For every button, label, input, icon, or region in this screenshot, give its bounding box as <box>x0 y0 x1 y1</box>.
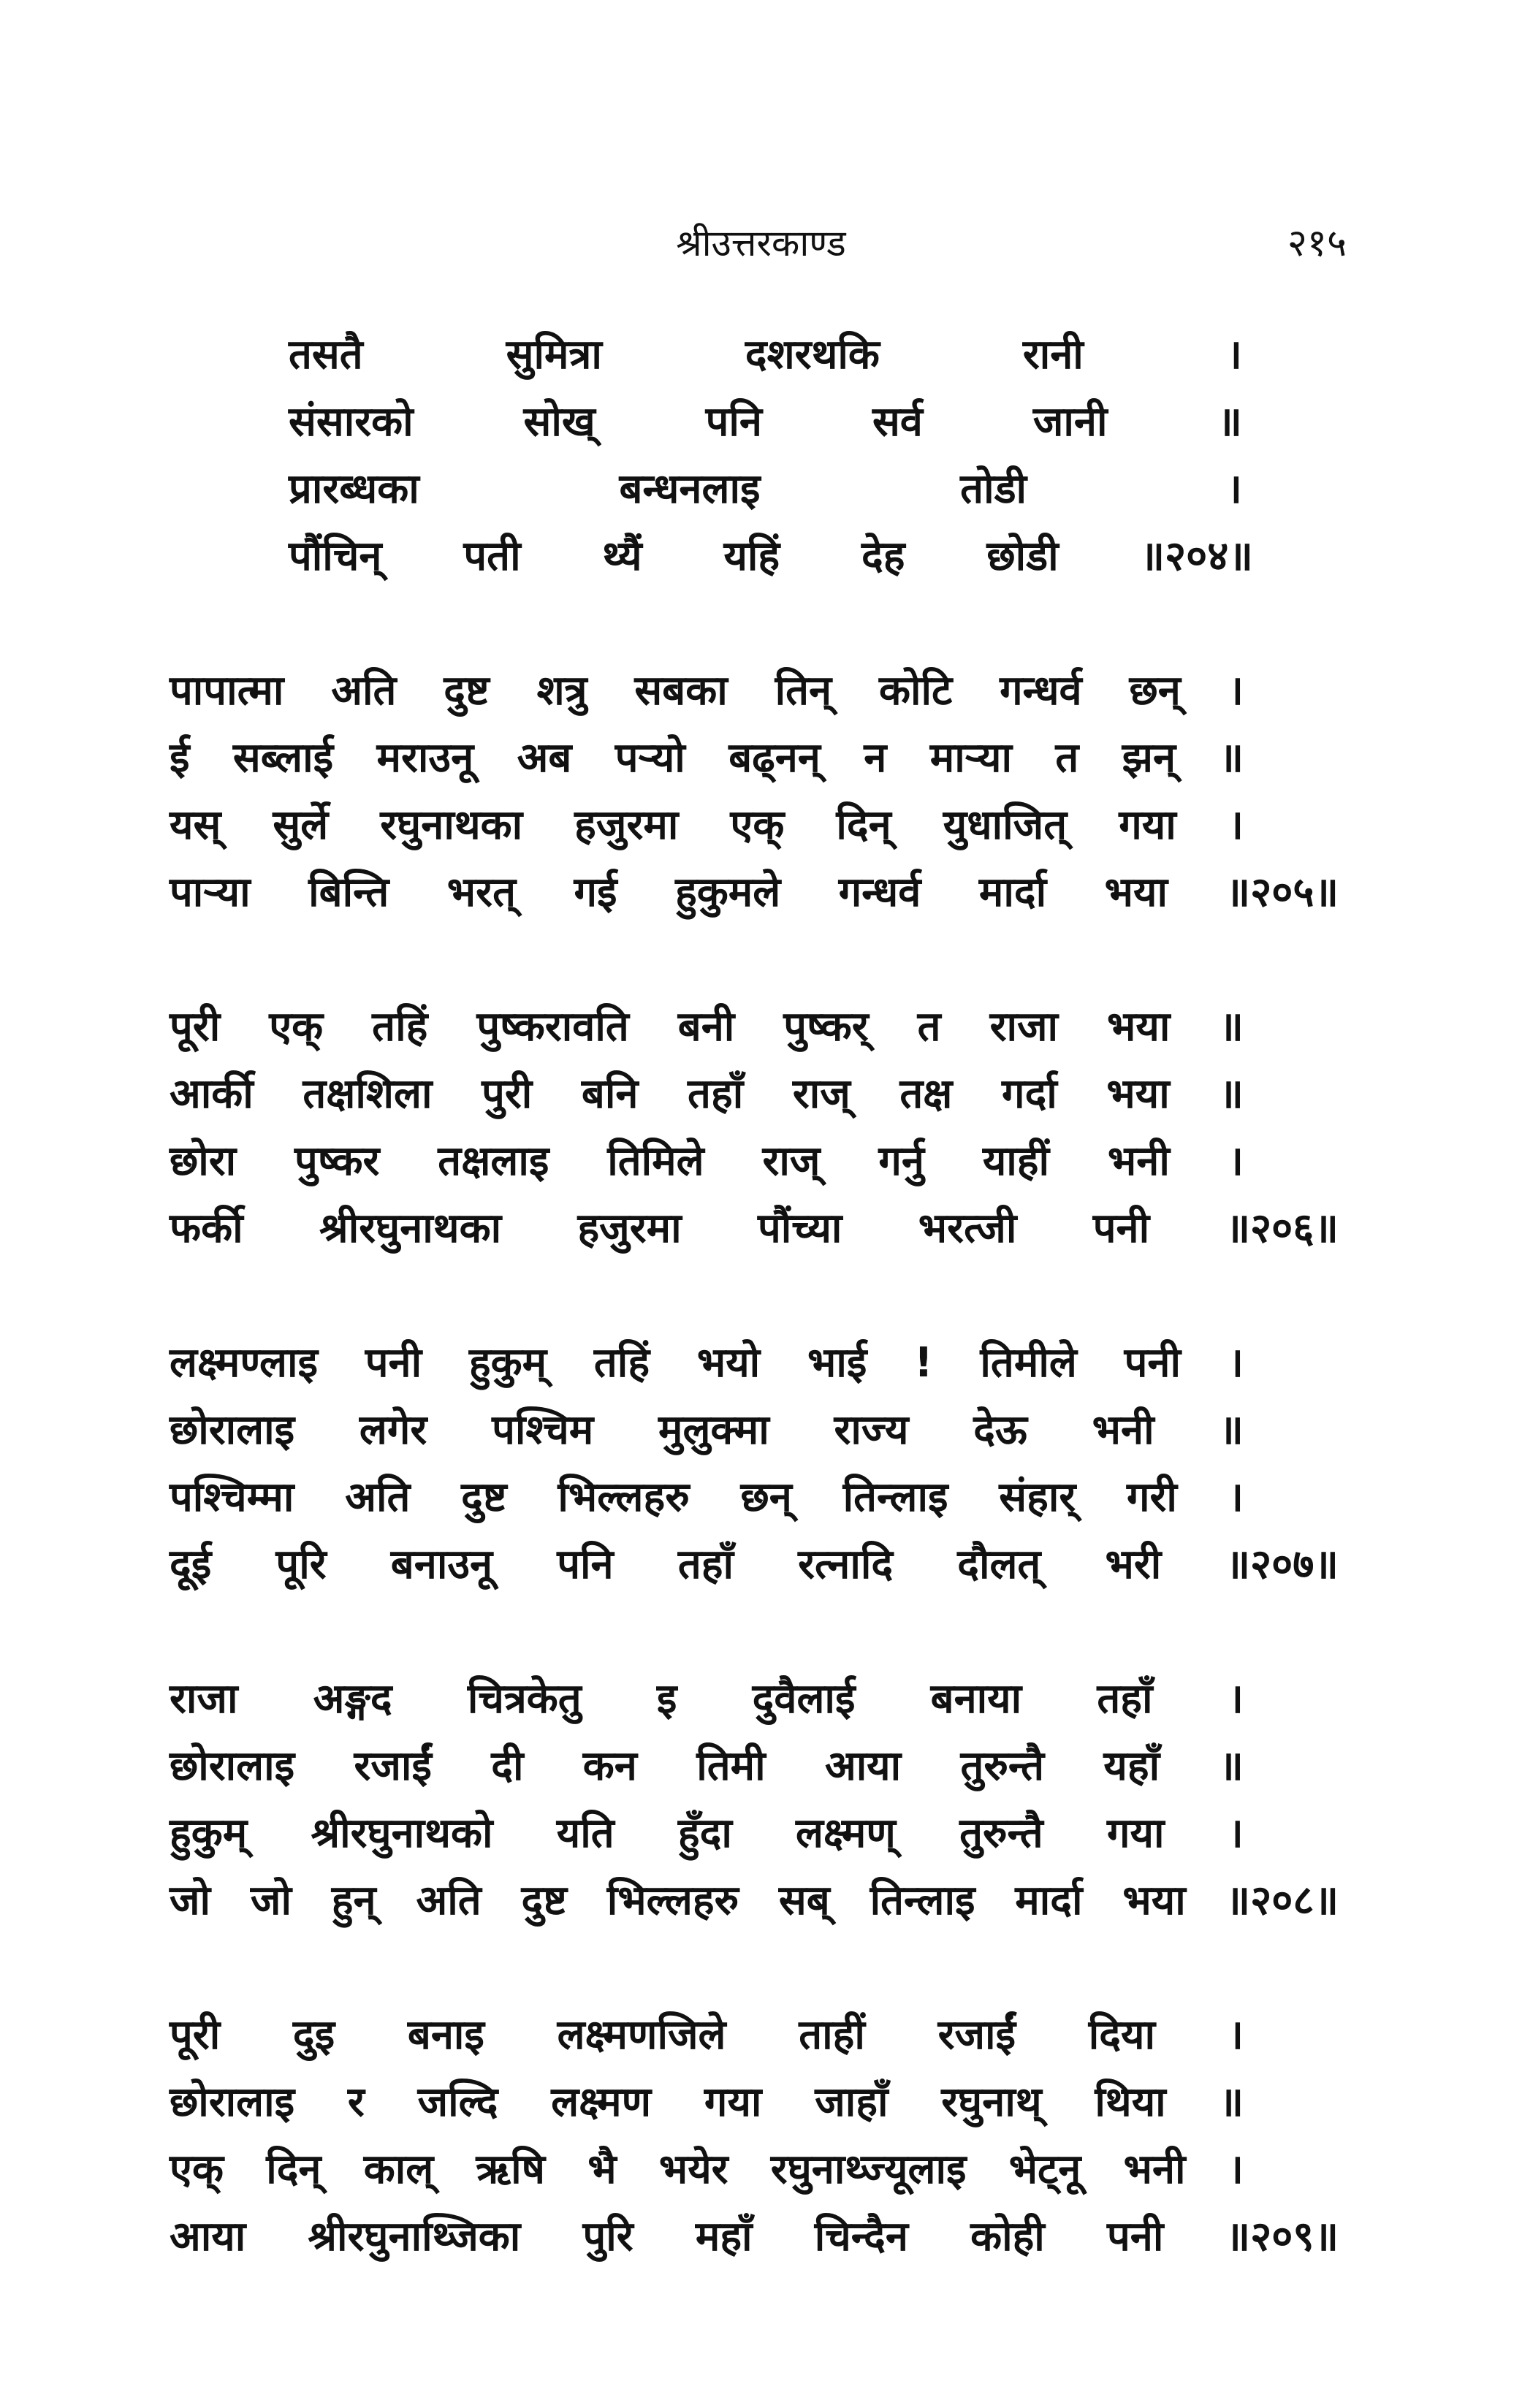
verse-word: श्रीरघुनाथ्जिका <box>308 2213 521 2260</box>
verse-line <box>170 1464 1244 1531</box>
verse-word: कोही <box>970 2213 1045 2260</box>
verse-word: भयेर <box>658 2146 728 2193</box>
verse-word: गन्धर्व <box>838 869 921 916</box>
verse-word: पूरी <box>170 1003 221 1051</box>
verse-word: अति <box>345 1474 411 1521</box>
verse-word: छन् <box>740 1474 792 1521</box>
verse-word: ताहीं <box>799 2011 865 2059</box>
verse-word: भरी <box>1105 1541 1162 1588</box>
verse-word: भेट्नू <box>1008 2146 1081 2193</box>
verse-word: बनाया <box>930 1675 1022 1723</box>
verse-word: । <box>1228 1474 1244 1521</box>
verse-word: तुरुन्तै <box>960 1742 1045 1790</box>
verse-word: दुइ <box>292 2011 335 2059</box>
verse-word: पौंचिन् <box>289 533 382 580</box>
verse-word: ॥ <box>1217 398 1242 446</box>
verse-word: गया <box>1119 801 1176 849</box>
verse-word: भया <box>1107 1003 1171 1051</box>
verse-word: तोडी <box>960 465 1027 513</box>
verse-word: जो <box>170 1877 211 1924</box>
verse-word: लक्ष्मण् <box>796 1810 896 1857</box>
verse-word: गई <box>574 869 617 916</box>
verse-word: । <box>1228 1810 1244 1857</box>
running-title: श्रीउत्तरकाण्ड <box>676 222 846 264</box>
verse-word: आर्की <box>170 1070 254 1118</box>
verse-word: दुष्ट <box>521 1877 567 1924</box>
verse-word: थ्यैं <box>602 533 642 580</box>
verse-word: । <box>1228 2146 1244 2193</box>
verse-word: मार्दा <box>978 869 1047 916</box>
verse-word: पनि <box>557 1541 614 1588</box>
verse-word: पश्चिम्मा <box>170 1474 294 1521</box>
verse-word: कन <box>582 1742 637 1790</box>
verse-word: तिमीले <box>980 1339 1077 1387</box>
verse-word: पनी <box>365 1339 422 1387</box>
verse-word: भया <box>1122 1877 1186 1924</box>
verse-word: । <box>1228 667 1244 715</box>
verse-word: बनाइ <box>407 2011 484 2059</box>
verse-word: एक् <box>730 801 785 849</box>
verse-word: शत्रु <box>536 667 587 715</box>
verse-word: माऱ्या <box>929 734 1012 782</box>
verse-word: सब् <box>778 1877 830 1924</box>
verse-word: चिन्दैन <box>814 2213 908 2260</box>
verse-word: छोरालाइ <box>170 1406 295 1454</box>
verse-word: पुष्करावति <box>476 1003 629 1051</box>
verse-word: सर्व <box>872 398 923 446</box>
verse-word: झन् <box>1122 734 1176 782</box>
verse-word: लक्ष्मणजिले <box>557 2011 726 2059</box>
verse-word: दुवैलाई <box>752 1675 856 1723</box>
verse-word: तिमिले <box>607 1138 704 1185</box>
verse-line <box>170 2002 1244 2069</box>
verse-word: अब <box>517 734 572 782</box>
verse-line <box>170 1867 1339 1935</box>
verse-body <box>0 321 1522 2338</box>
verse-word: युधाजित् <box>943 801 1068 849</box>
verse-word: ॥२०६॥ <box>1225 1205 1339 1252</box>
verse-line <box>170 1195 1339 1262</box>
verse-word: तहाँ <box>677 1541 734 1588</box>
verse-word: बनि <box>581 1070 639 1118</box>
verse-word: तिन् <box>775 667 832 715</box>
verse-word: मार्दा <box>1015 1877 1083 1924</box>
verse-word: दिया <box>1088 2011 1155 2059</box>
verse-word: राज् <box>792 1070 851 1118</box>
verse-word: बिन्ति <box>308 869 389 916</box>
verse-word: भरत्जी <box>918 1205 1017 1252</box>
verse-word: आया <box>170 2213 246 2260</box>
verse-word: एक् <box>269 1003 324 1051</box>
verse-word: यस् <box>170 801 221 849</box>
verse-word: तहाँ <box>688 1070 744 1118</box>
stanza-206 <box>0 994 1522 1262</box>
verse-word: रजाईं <box>937 2011 1016 2059</box>
verse-word: । <box>1228 2011 1244 2059</box>
verse-word: तहिं <box>593 1339 650 1387</box>
verse-line <box>170 658 1244 725</box>
verse-word: संहार् <box>999 1474 1076 1521</box>
verse-word: छोरा <box>170 1138 237 1185</box>
verse-word: पूरी <box>170 2011 221 2059</box>
verse-word: पुरि <box>582 2213 633 2260</box>
verse-word: एक् <box>170 2146 224 2193</box>
verse-word: ॥ <box>1219 1742 1244 1790</box>
verse-word: सब्लाई <box>232 734 334 782</box>
verse-word: पनी <box>1092 1205 1150 1252</box>
verse-word: पौंच्या <box>757 1205 842 1252</box>
verse-word: ॥२०९॥ <box>1225 2213 1339 2260</box>
verse-word: तुरुन्तै <box>959 1810 1043 1857</box>
verse-word: पूरि <box>275 1541 327 1588</box>
verse-word: अति <box>416 1877 482 1924</box>
verse-word: भै <box>587 2146 617 2193</box>
verse-word: ॥२०४॥ <box>1140 533 1253 580</box>
verse-word: जाहाँ <box>815 2079 889 2126</box>
verse-word: पश्चिम <box>492 1406 594 1454</box>
stanza-204 <box>0 321 1522 590</box>
page-header <box>0 212 1522 278</box>
verse-word: पाऱ्या <box>170 869 251 916</box>
verse-word: गया <box>704 2079 762 2126</box>
verse-word: ॥ <box>1219 1406 1244 1454</box>
verse-word: पऱ्यो <box>614 734 685 782</box>
verse-word: तसतै <box>289 331 363 378</box>
verse-word: बनाउनू <box>390 1541 493 1588</box>
verse-word: ई <box>170 734 190 782</box>
verse-word: गन्धर्व <box>1000 667 1082 715</box>
stanza-205 <box>0 658 1522 926</box>
verse-word: इ <box>656 1675 677 1723</box>
verse-word: भिल्लहरु <box>558 1474 690 1521</box>
verse-word: ॥ <box>1219 2079 1244 2126</box>
verse-word: यहाँ <box>1103 1742 1160 1790</box>
verse-word: महाँ <box>695 2213 753 2260</box>
verse-word: रत्नादि <box>798 1541 894 1588</box>
verse-word: अङ्गद <box>313 1675 392 1723</box>
verse-word: दुष्ट <box>444 667 490 715</box>
verse-line <box>170 1531 1339 1599</box>
verse-word: तक्षलाइ <box>438 1138 549 1185</box>
verse-word: ॥२०८॥ <box>1225 1877 1339 1924</box>
verse-word: हुँदा <box>677 1810 732 1857</box>
verse-line <box>170 1397 1244 1464</box>
verse-word: भिल्लहरु <box>606 1877 739 1924</box>
verse-word: काल् <box>363 2146 434 2193</box>
verse-word: श्रीरघुनाथको <box>311 1810 493 1857</box>
verse-word: राज्य <box>834 1406 909 1454</box>
verse-word: पुरी <box>482 1070 533 1118</box>
verse-word: मराउनू <box>376 734 474 782</box>
verse-word: । <box>1228 1675 1244 1723</box>
verse-word: राज् <box>762 1138 821 1185</box>
verse-line <box>289 389 1242 456</box>
verse-word: आया <box>824 1742 902 1790</box>
verse-word: लगेर <box>359 1406 427 1454</box>
verse-word: भयो <box>696 1339 761 1387</box>
verse-word: दी <box>491 1742 524 1790</box>
verse-word: सुमित्रा <box>506 331 602 378</box>
verse-word: । <box>1228 801 1244 849</box>
verse-word: मुलुक्मा <box>658 1406 769 1454</box>
verse-word: पनी <box>1106 2213 1164 2260</box>
verse-word: सबका <box>634 667 728 715</box>
verse-word: भाई <box>807 1339 867 1387</box>
verse-line <box>170 725 1244 792</box>
stanza-209 <box>0 2002 1522 2271</box>
verse-word: बढ्नन् <box>728 734 821 782</box>
verse-word: भनी <box>1107 1138 1170 1185</box>
verse-word: ऋषि <box>476 2146 546 2193</box>
verse-word: छोरालाइ <box>170 1742 295 1790</box>
verse-word: तक्ष <box>899 1070 953 1118</box>
verse-word: अति <box>331 667 397 715</box>
verse-word: भया <box>1106 1070 1170 1118</box>
verse-word: राजा <box>170 1675 238 1723</box>
verse-word: लक्ष्मण्लाइ <box>170 1339 318 1387</box>
verse-line <box>289 456 1242 523</box>
verse-word: हुकुमले <box>675 869 781 916</box>
verse-word: तिन्लाइ <box>842 1474 948 1521</box>
verse-word: त <box>1055 734 1079 782</box>
verse-word: जानी <box>1032 398 1108 446</box>
verse-word: पनी <box>1124 1339 1181 1387</box>
verse-word: तक्षशिला <box>303 1070 433 1118</box>
verse-word: । <box>1228 1138 1244 1185</box>
verse-word: बन्धनलाइ <box>619 465 761 513</box>
verse-word: । <box>1226 465 1242 513</box>
verse-word: रघुनाथका <box>380 801 523 849</box>
stanza-208 <box>0 1666 1522 1935</box>
verse-word: दिन् <box>266 2146 321 2193</box>
verse-word: हुकुम् <box>170 1810 248 1857</box>
verse-word: रानी <box>1022 331 1084 378</box>
verse-line <box>170 1733 1244 1800</box>
verse-word: सोख् <box>523 398 596 446</box>
verse-word: छोडी <box>986 533 1059 580</box>
verse-line <box>170 859 1339 926</box>
verse-word: भनी <box>1123 2146 1186 2193</box>
verse-word: फर्की <box>170 1205 243 1252</box>
verse-line <box>170 994 1244 1061</box>
verse-line <box>170 1128 1244 1195</box>
verse-word: देऊ <box>973 1406 1027 1454</box>
verse-word: ! <box>914 1339 933 1387</box>
verse-word: पापात्मा <box>170 667 284 715</box>
verse-word: जल्दि <box>417 2079 498 2126</box>
verse-word: कोटि <box>878 667 953 715</box>
verse-line <box>170 1800 1244 1867</box>
verse-word: भया <box>1104 869 1168 916</box>
page-number: २१५ <box>1287 221 1347 265</box>
stanza-207 <box>0 1330 1522 1599</box>
verse-word: यहिं <box>723 533 780 580</box>
verse-word: गर्नु <box>878 1138 924 1185</box>
verse-word: याहीं <box>982 1138 1050 1185</box>
verse-word: लक्ष्मण <box>551 2079 652 2126</box>
verse-line <box>170 1330 1244 1397</box>
verse-word: हजुरमा <box>577 1205 682 1252</box>
verse-word: प्रारब्धका <box>289 465 419 513</box>
verse-word: श्रीरघुनाथका <box>319 1205 502 1252</box>
verse-word: संसारको <box>289 398 414 446</box>
verse-line <box>170 2203 1339 2271</box>
verse-word: छन् <box>1129 667 1181 715</box>
verse-word: रघुनाथ् <box>941 2079 1042 2126</box>
verse-line <box>170 1666 1244 1733</box>
verse-line <box>170 792 1244 859</box>
verse-word: भनी <box>1092 1406 1154 1454</box>
verse-word: दुष्ट <box>461 1474 507 1521</box>
verse-word: हुन् <box>331 1877 376 1924</box>
verse-word: सुर्ले <box>273 801 329 849</box>
verse-line <box>170 2069 1244 2136</box>
verse-word: त <box>917 1003 941 1051</box>
verse-word: देह <box>861 533 905 580</box>
verse-word: र <box>347 2079 365 2126</box>
verse-word: पनि <box>705 398 763 446</box>
verse-word: पुष्कर् <box>783 1003 869 1051</box>
verse-word: हुकुम् <box>468 1339 547 1387</box>
verse-word: । <box>1228 1339 1244 1387</box>
verse-word: छोरालाइ <box>170 2079 295 2126</box>
verse-word: ॥ <box>1219 734 1244 782</box>
verse-word: राजा <box>989 1003 1059 1051</box>
verse-word: दूई <box>170 1541 212 1588</box>
verse-word: ॥२०७॥ <box>1225 1541 1339 1588</box>
verse-word: थिया <box>1095 2079 1166 2126</box>
verse-word: ॥ <box>1219 1003 1244 1051</box>
verse-word: बनी <box>677 1003 735 1051</box>
verse-word: रघुनाथ्ज्यूलाइ <box>770 2146 967 2193</box>
verse-word: न <box>864 734 887 782</box>
verse-line <box>170 2136 1244 2203</box>
verse-word: तिमी <box>696 1742 766 1790</box>
verse-word: गर्दा <box>1002 1070 1057 1118</box>
verse-word: पती <box>463 533 521 580</box>
verse-line <box>289 321 1242 389</box>
verse-word: । <box>1226 331 1242 378</box>
verse-word: जो <box>250 1877 292 1924</box>
verse-word: ॥ <box>1219 1070 1244 1118</box>
verse-word: दौलत् <box>957 1541 1041 1588</box>
verse-line <box>289 523 1253 590</box>
verse-word: ॥२०५॥ <box>1225 869 1339 916</box>
verse-word: पुष्कर <box>294 1138 380 1185</box>
verse-word: गरी <box>1127 1474 1177 1521</box>
verse-word: भरत् <box>446 869 516 916</box>
verse-word: दिन् <box>836 801 891 849</box>
verse-word: दशरथकि <box>745 331 880 378</box>
verse-word: तिन्लाइ <box>870 1877 975 1924</box>
verse-word: हजुरमा <box>574 801 679 849</box>
verse-word: गया <box>1106 1810 1165 1857</box>
verse-word: तहाँ <box>1097 1675 1153 1723</box>
verse-word: चित्रकेतु <box>467 1675 582 1723</box>
verse-word: रजाईं <box>354 1742 432 1790</box>
verse-word: यति <box>556 1810 614 1857</box>
verse-word: तहिं <box>372 1003 428 1051</box>
verse-line <box>170 1061 1244 1128</box>
